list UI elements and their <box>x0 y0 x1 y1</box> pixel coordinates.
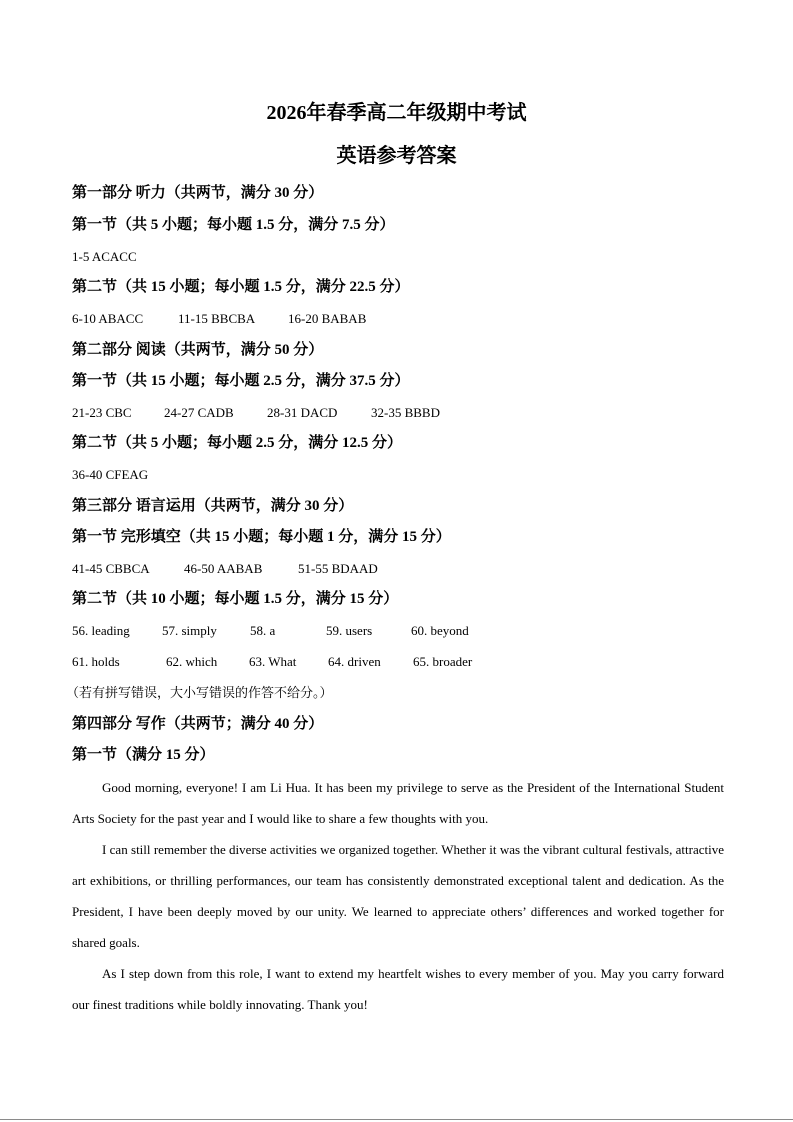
essay-paragraph: As I step down from this role, I want to extend my heartfelt wishes to every member of you. May you carry forward our finest traditions while boldly innovating. Thank you! <box>72 966 724 1012</box>
answer-item: 61. holds <box>72 654 120 669</box>
answer-item: 60. beyond <box>411 623 469 638</box>
answer-item: 63. What <box>249 654 297 669</box>
answer-item: 59. users <box>326 623 373 638</box>
answer-group: 46-50 AABAB <box>184 561 263 576</box>
answer-group: 6-10 ABACC <box>72 311 144 326</box>
answer-group: 41-45 CBBCA <box>72 561 150 576</box>
part3-heading: 第三部分 语言运用（共两节，满分 30 分） <box>72 498 354 514</box>
part4-section1-heading: 第一节（满分 15 分） <box>72 747 215 763</box>
part2-heading: 第二部分 阅读（共两节，满分 50 分） <box>72 342 324 358</box>
essay-paragraph: Good morning, everyone! I am Li Hua. It has been my privilege to serve as the President of the International Student Arts Society for the past year and I would like to share a few thoughts with you. <box>72 780 724 826</box>
answer-group: 32-35 BBBD <box>371 405 440 420</box>
answer-group: 24-27 CADB <box>164 405 234 420</box>
sample-essay <box>72 772 724 1020</box>
page-title: 2026年春季高二年级期中考试 <box>266 102 527 124</box>
part3-section1-heading: 第一节 完形填空（共 15 小题；每小题 1 分，满分 15 分） <box>72 529 451 545</box>
part3-section2-heading: 第二节（共 10 小题；每小题 1.5 分，满分 15 分） <box>72 591 399 607</box>
part4-heading: 第四部分 写作（共两节；满分 40 分） <box>72 716 324 732</box>
answer-group: 11-15 BBCBA <box>178 311 256 326</box>
page-subtitle: 英语参考答案 <box>336 145 457 167</box>
answer-item: 65. broader <box>413 654 473 669</box>
part1-section2-heading: 第二节（共 15 小题；每小题 1.5 分，满分 22.5 分） <box>72 279 410 295</box>
answer-group: 16-20 BABAB <box>288 311 367 326</box>
scoring-note: （若有拼写错误，大小写错误的作答不给分。） <box>66 685 333 700</box>
answer-item: 62. which <box>166 654 218 669</box>
part2-section2-heading: 第二节（共 5 小题；每小题 2.5 分，满分 12.5 分） <box>72 435 403 451</box>
answer-item: 56. leading <box>72 623 130 638</box>
answer-group: 51-55 BDAAD <box>298 561 378 576</box>
answer-group: 1-5 ACACC <box>72 249 137 264</box>
answer-group: 28-31 DACD <box>267 405 338 420</box>
answer-group: 36-40 CFEAG <box>72 467 149 482</box>
page-bottom-rule <box>0 1119 793 1120</box>
answer-group: 21-23 CBC <box>72 405 132 420</box>
part2-section1-heading: 第一节（共 15 小题；每小题 2.5 分，满分 37.5 分） <box>72 373 410 389</box>
answer-item: 58. a <box>250 623 276 638</box>
part1-heading: 第一部分 听力（共两节，满分 30 分） <box>72 185 324 201</box>
answer-item: 57. simply <box>162 623 217 638</box>
essay-paragraph: I can still remember the diverse activities we organized together. Whether it was the vibrant cultural festivals, attractive art exhibitions, or thrilling performances, our team has consistently demonstrated exceptional talent and dedication. As the President, I have been deeply moved by our unity. We learned to appreciate others’ differences and worked together for shared goals. <box>72 842 724 950</box>
part1-section1-heading: 第一节（共 5 小题；每小题 1.5 分，满分 7.5 分） <box>72 217 395 233</box>
answer-item: 64. driven <box>328 654 381 669</box>
